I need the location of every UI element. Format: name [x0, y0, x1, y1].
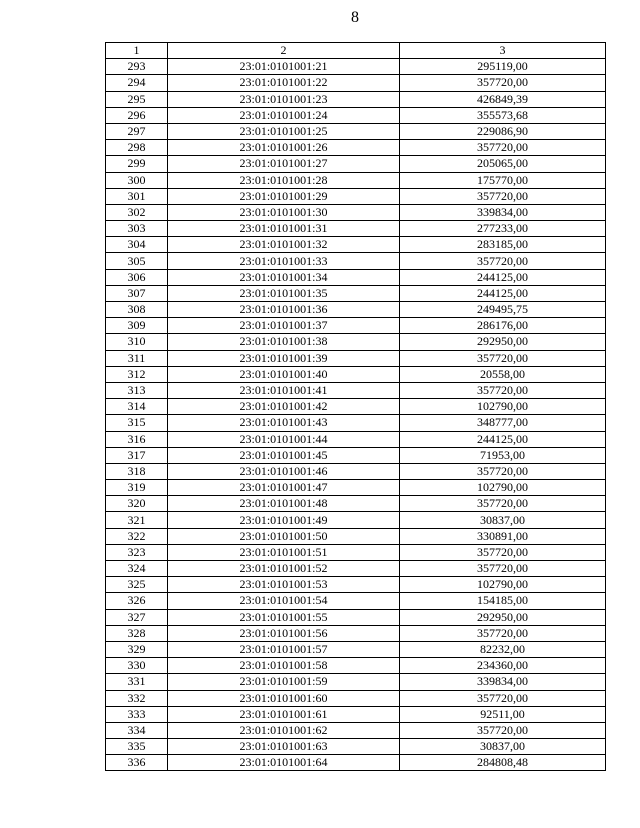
cadastral-value-cell: 292950,00 — [400, 334, 606, 350]
table-row — [106, 674, 606, 690]
row-number-cell: 320 — [106, 496, 168, 512]
header-col-3: 3 — [400, 43, 606, 59]
row-number-cell: 329 — [106, 641, 168, 657]
table-row — [106, 561, 606, 577]
cadastral-number-cell: 23:01:0101001:45 — [168, 447, 400, 463]
cadastral-value-cell: 357720,00 — [400, 350, 606, 366]
table-row — [106, 59, 606, 75]
cadastral-value-cell: 102790,00 — [400, 480, 606, 496]
cadastral-number-cell: 23:01:0101001:47 — [168, 480, 400, 496]
table-row — [106, 221, 606, 237]
table-row — [106, 641, 606, 657]
row-number-cell: 317 — [106, 447, 168, 463]
cadastral-value-cell: 30837,00 — [400, 739, 606, 755]
cadastral-number-cell: 23:01:0101001:27 — [168, 156, 400, 172]
cadastral-number-cell: 23:01:0101001:53 — [168, 577, 400, 593]
cadastral-value-cell: 357720,00 — [400, 382, 606, 398]
cadastral-number-cell: 23:01:0101001:25 — [168, 123, 400, 139]
cadastral-number-cell: 23:01:0101001:37 — [168, 318, 400, 334]
cadastral-value-cell: 205065,00 — [400, 156, 606, 172]
row-number-cell: 298 — [106, 140, 168, 156]
row-number-cell: 305 — [106, 253, 168, 269]
cadastral-value-cell: 283185,00 — [400, 237, 606, 253]
row-number-cell: 299 — [106, 156, 168, 172]
cadastral-value-cell: 20558,00 — [400, 366, 606, 382]
table-header — [106, 43, 606, 59]
cadastral-number-cell: 23:01:0101001:50 — [168, 528, 400, 544]
cadastral-number-cell: 23:01:0101001:26 — [168, 140, 400, 156]
table-row — [106, 91, 606, 107]
row-number-cell: 309 — [106, 318, 168, 334]
table-row — [106, 463, 606, 479]
row-number-cell: 316 — [106, 431, 168, 447]
cadastral-number-cell: 23:01:0101001:28 — [168, 172, 400, 188]
table-row — [106, 625, 606, 641]
table-row — [106, 334, 606, 350]
table-row — [106, 690, 606, 706]
row-number-cell: 303 — [106, 221, 168, 237]
cadastral-number-cell: 23:01:0101001:40 — [168, 366, 400, 382]
cadastral-number-cell: 23:01:0101001:49 — [168, 512, 400, 528]
table-row — [106, 593, 606, 609]
row-number-cell: 308 — [106, 302, 168, 318]
table-row — [106, 658, 606, 674]
row-number-cell: 319 — [106, 480, 168, 496]
cadastral-value-cell: 71953,00 — [400, 447, 606, 463]
row-number-cell: 312 — [106, 366, 168, 382]
table-row — [106, 528, 606, 544]
cadastral-value-cell: 82232,00 — [400, 641, 606, 657]
header-col-2: 2 — [168, 43, 400, 59]
row-number-cell: 315 — [106, 415, 168, 431]
row-number-cell: 306 — [106, 269, 168, 285]
table-row — [106, 722, 606, 738]
cadastral-value-cell: 357720,00 — [400, 188, 606, 204]
cadastral-value-cell: 357720,00 — [400, 496, 606, 512]
row-number-cell: 326 — [106, 593, 168, 609]
row-number-cell: 314 — [106, 399, 168, 415]
cadastral-number-cell: 23:01:0101001:30 — [168, 204, 400, 220]
cadastral-value-cell: 339834,00 — [400, 674, 606, 690]
table-row — [106, 75, 606, 91]
cadastral-value-cell: 154185,00 — [400, 593, 606, 609]
table-row — [106, 285, 606, 301]
table-row — [106, 366, 606, 382]
cadastral-number-cell: 23:01:0101001:46 — [168, 463, 400, 479]
cadastral-value-cell: 357720,00 — [400, 690, 606, 706]
row-number-cell: 331 — [106, 674, 168, 690]
page-number: 8 — [351, 9, 359, 26]
table-row — [106, 739, 606, 755]
cadastral-value-cell: 355573,68 — [400, 107, 606, 123]
table-row — [106, 188, 606, 204]
table-row — [106, 253, 606, 269]
cadastral-value-cell: 357720,00 — [400, 253, 606, 269]
cadastral-number-cell: 23:01:0101001:36 — [168, 302, 400, 318]
cadastral-value-cell: 357720,00 — [400, 140, 606, 156]
cadastral-value-cell: 295119,00 — [400, 59, 606, 75]
table-row — [106, 544, 606, 560]
table-row — [106, 204, 606, 220]
cadastral-value-cell: 234360,00 — [400, 658, 606, 674]
cadastral-number-cell: 23:01:0101001:63 — [168, 739, 400, 755]
table-row — [106, 706, 606, 722]
cadastral-value-cell: 357720,00 — [400, 625, 606, 641]
cadastral-value-cell: 348777,00 — [400, 415, 606, 431]
cadastral-number-cell: 23:01:0101001:23 — [168, 91, 400, 107]
cadastral-value-table — [105, 42, 606, 771]
cadastral-value-cell: 102790,00 — [400, 577, 606, 593]
cadastral-number-cell: 23:01:0101001:41 — [168, 382, 400, 398]
cadastral-number-cell: 23:01:0101001:35 — [168, 285, 400, 301]
row-number-cell: 313 — [106, 382, 168, 398]
cadastral-number-cell: 23:01:0101001:56 — [168, 625, 400, 641]
cadastral-value-cell: 357720,00 — [400, 544, 606, 560]
cadastral-number-cell: 23:01:0101001:62 — [168, 722, 400, 738]
row-number-cell: 325 — [106, 577, 168, 593]
table-row — [106, 302, 606, 318]
table-row — [106, 123, 606, 139]
cadastral-value-cell: 175770,00 — [400, 172, 606, 188]
row-number-cell: 296 — [106, 107, 168, 123]
cadastral-number-cell: 23:01:0101001:34 — [168, 269, 400, 285]
row-number-cell: 295 — [106, 91, 168, 107]
table-row — [106, 382, 606, 398]
cadastral-number-cell: 23:01:0101001:38 — [168, 334, 400, 350]
row-number-cell: 300 — [106, 172, 168, 188]
table-row — [106, 755, 606, 771]
row-number-cell: 311 — [106, 350, 168, 366]
cadastral-number-cell: 23:01:0101001:58 — [168, 658, 400, 674]
row-number-cell: 330 — [106, 658, 168, 674]
cadastral-value-cell: 357720,00 — [400, 75, 606, 91]
cadastral-value-cell: 102790,00 — [400, 399, 606, 415]
cadastral-number-cell: 23:01:0101001:33 — [168, 253, 400, 269]
cadastral-number-cell: 23:01:0101001:64 — [168, 755, 400, 771]
row-number-cell: 328 — [106, 625, 168, 641]
table-row — [106, 480, 606, 496]
table-row — [106, 350, 606, 366]
table-row — [106, 431, 606, 447]
row-number-cell: 302 — [106, 204, 168, 220]
cadastral-value-cell: 277233,00 — [400, 221, 606, 237]
cadastral-value-cell: 244125,00 — [400, 431, 606, 447]
cadastral-value-cell: 357720,00 — [400, 722, 606, 738]
row-number-cell: 297 — [106, 123, 168, 139]
row-number-cell: 335 — [106, 739, 168, 755]
row-number-cell: 323 — [106, 544, 168, 560]
cadastral-number-cell: 23:01:0101001:51 — [168, 544, 400, 560]
cadastral-number-cell: 23:01:0101001:31 — [168, 221, 400, 237]
cadastral-value-cell: 292950,00 — [400, 609, 606, 625]
row-number-cell: 310 — [106, 334, 168, 350]
table-row — [106, 447, 606, 463]
cadastral-value-cell: 330891,00 — [400, 528, 606, 544]
row-number-cell: 327 — [106, 609, 168, 625]
cadastral-value-cell: 249495,75 — [400, 302, 606, 318]
table-row — [106, 237, 606, 253]
cadastral-number-cell: 23:01:0101001:57 — [168, 641, 400, 657]
table-body — [106, 59, 606, 771]
cadastral-value-cell: 339834,00 — [400, 204, 606, 220]
table-row — [106, 577, 606, 593]
table-row — [106, 609, 606, 625]
cadastral-number-cell: 23:01:0101001:32 — [168, 237, 400, 253]
table-row — [106, 415, 606, 431]
cadastral-number-cell: 23:01:0101001:54 — [168, 593, 400, 609]
row-number-cell: 318 — [106, 463, 168, 479]
cadastral-value-cell: 426849,39 — [400, 91, 606, 107]
row-number-cell: 307 — [106, 285, 168, 301]
cadastral-number-cell: 23:01:0101001:55 — [168, 609, 400, 625]
cadastral-value-cell: 244125,00 — [400, 269, 606, 285]
cadastral-number-cell: 23:01:0101001:42 — [168, 399, 400, 415]
cadastral-value-cell: 30837,00 — [400, 512, 606, 528]
cadastral-value-cell: 357720,00 — [400, 561, 606, 577]
table-row — [106, 496, 606, 512]
row-number-cell: 336 — [106, 755, 168, 771]
row-number-cell: 333 — [106, 706, 168, 722]
cadastral-number-cell: 23:01:0101001:48 — [168, 496, 400, 512]
row-number-cell: 293 — [106, 59, 168, 75]
table-row — [106, 318, 606, 334]
row-number-cell: 304 — [106, 237, 168, 253]
table-row — [106, 107, 606, 123]
table-row — [106, 512, 606, 528]
cadastral-number-cell: 23:01:0101001:52 — [168, 561, 400, 577]
cadastral-number-cell: 23:01:0101001:22 — [168, 75, 400, 91]
cadastral-value-cell: 357720,00 — [400, 463, 606, 479]
table-row — [106, 172, 606, 188]
table-row — [106, 399, 606, 415]
cadastral-number-cell: 23:01:0101001:29 — [168, 188, 400, 204]
cadastral-value-cell: 284808,48 — [400, 755, 606, 771]
row-number-cell: 322 — [106, 528, 168, 544]
header-row — [106, 43, 606, 59]
cadastral-number-cell: 23:01:0101001:44 — [168, 431, 400, 447]
header-col-1: 1 — [106, 43, 168, 59]
row-number-cell: 294 — [106, 75, 168, 91]
cadastral-number-cell: 23:01:0101001:39 — [168, 350, 400, 366]
row-number-cell: 332 — [106, 690, 168, 706]
cadastral-number-cell: 23:01:0101001:61 — [168, 706, 400, 722]
cadastral-number-cell: 23:01:0101001:59 — [168, 674, 400, 690]
cadastral-number-cell: 23:01:0101001:60 — [168, 690, 400, 706]
cadastral-number-cell: 23:01:0101001:43 — [168, 415, 400, 431]
cadastral-value-cell: 92511,00 — [400, 706, 606, 722]
cadastral-number-cell: 23:01:0101001:24 — [168, 107, 400, 123]
table-row — [106, 156, 606, 172]
row-number-cell: 324 — [106, 561, 168, 577]
table-row — [106, 140, 606, 156]
row-number-cell: 334 — [106, 722, 168, 738]
cadastral-value-cell: 286176,00 — [400, 318, 606, 334]
cadastral-number-cell: 23:01:0101001:21 — [168, 59, 400, 75]
cadastral-value-cell: 229086,90 — [400, 123, 606, 139]
cadastral-value-cell: 244125,00 — [400, 285, 606, 301]
table-row — [106, 269, 606, 285]
row-number-cell: 321 — [106, 512, 168, 528]
row-number-cell: 301 — [106, 188, 168, 204]
